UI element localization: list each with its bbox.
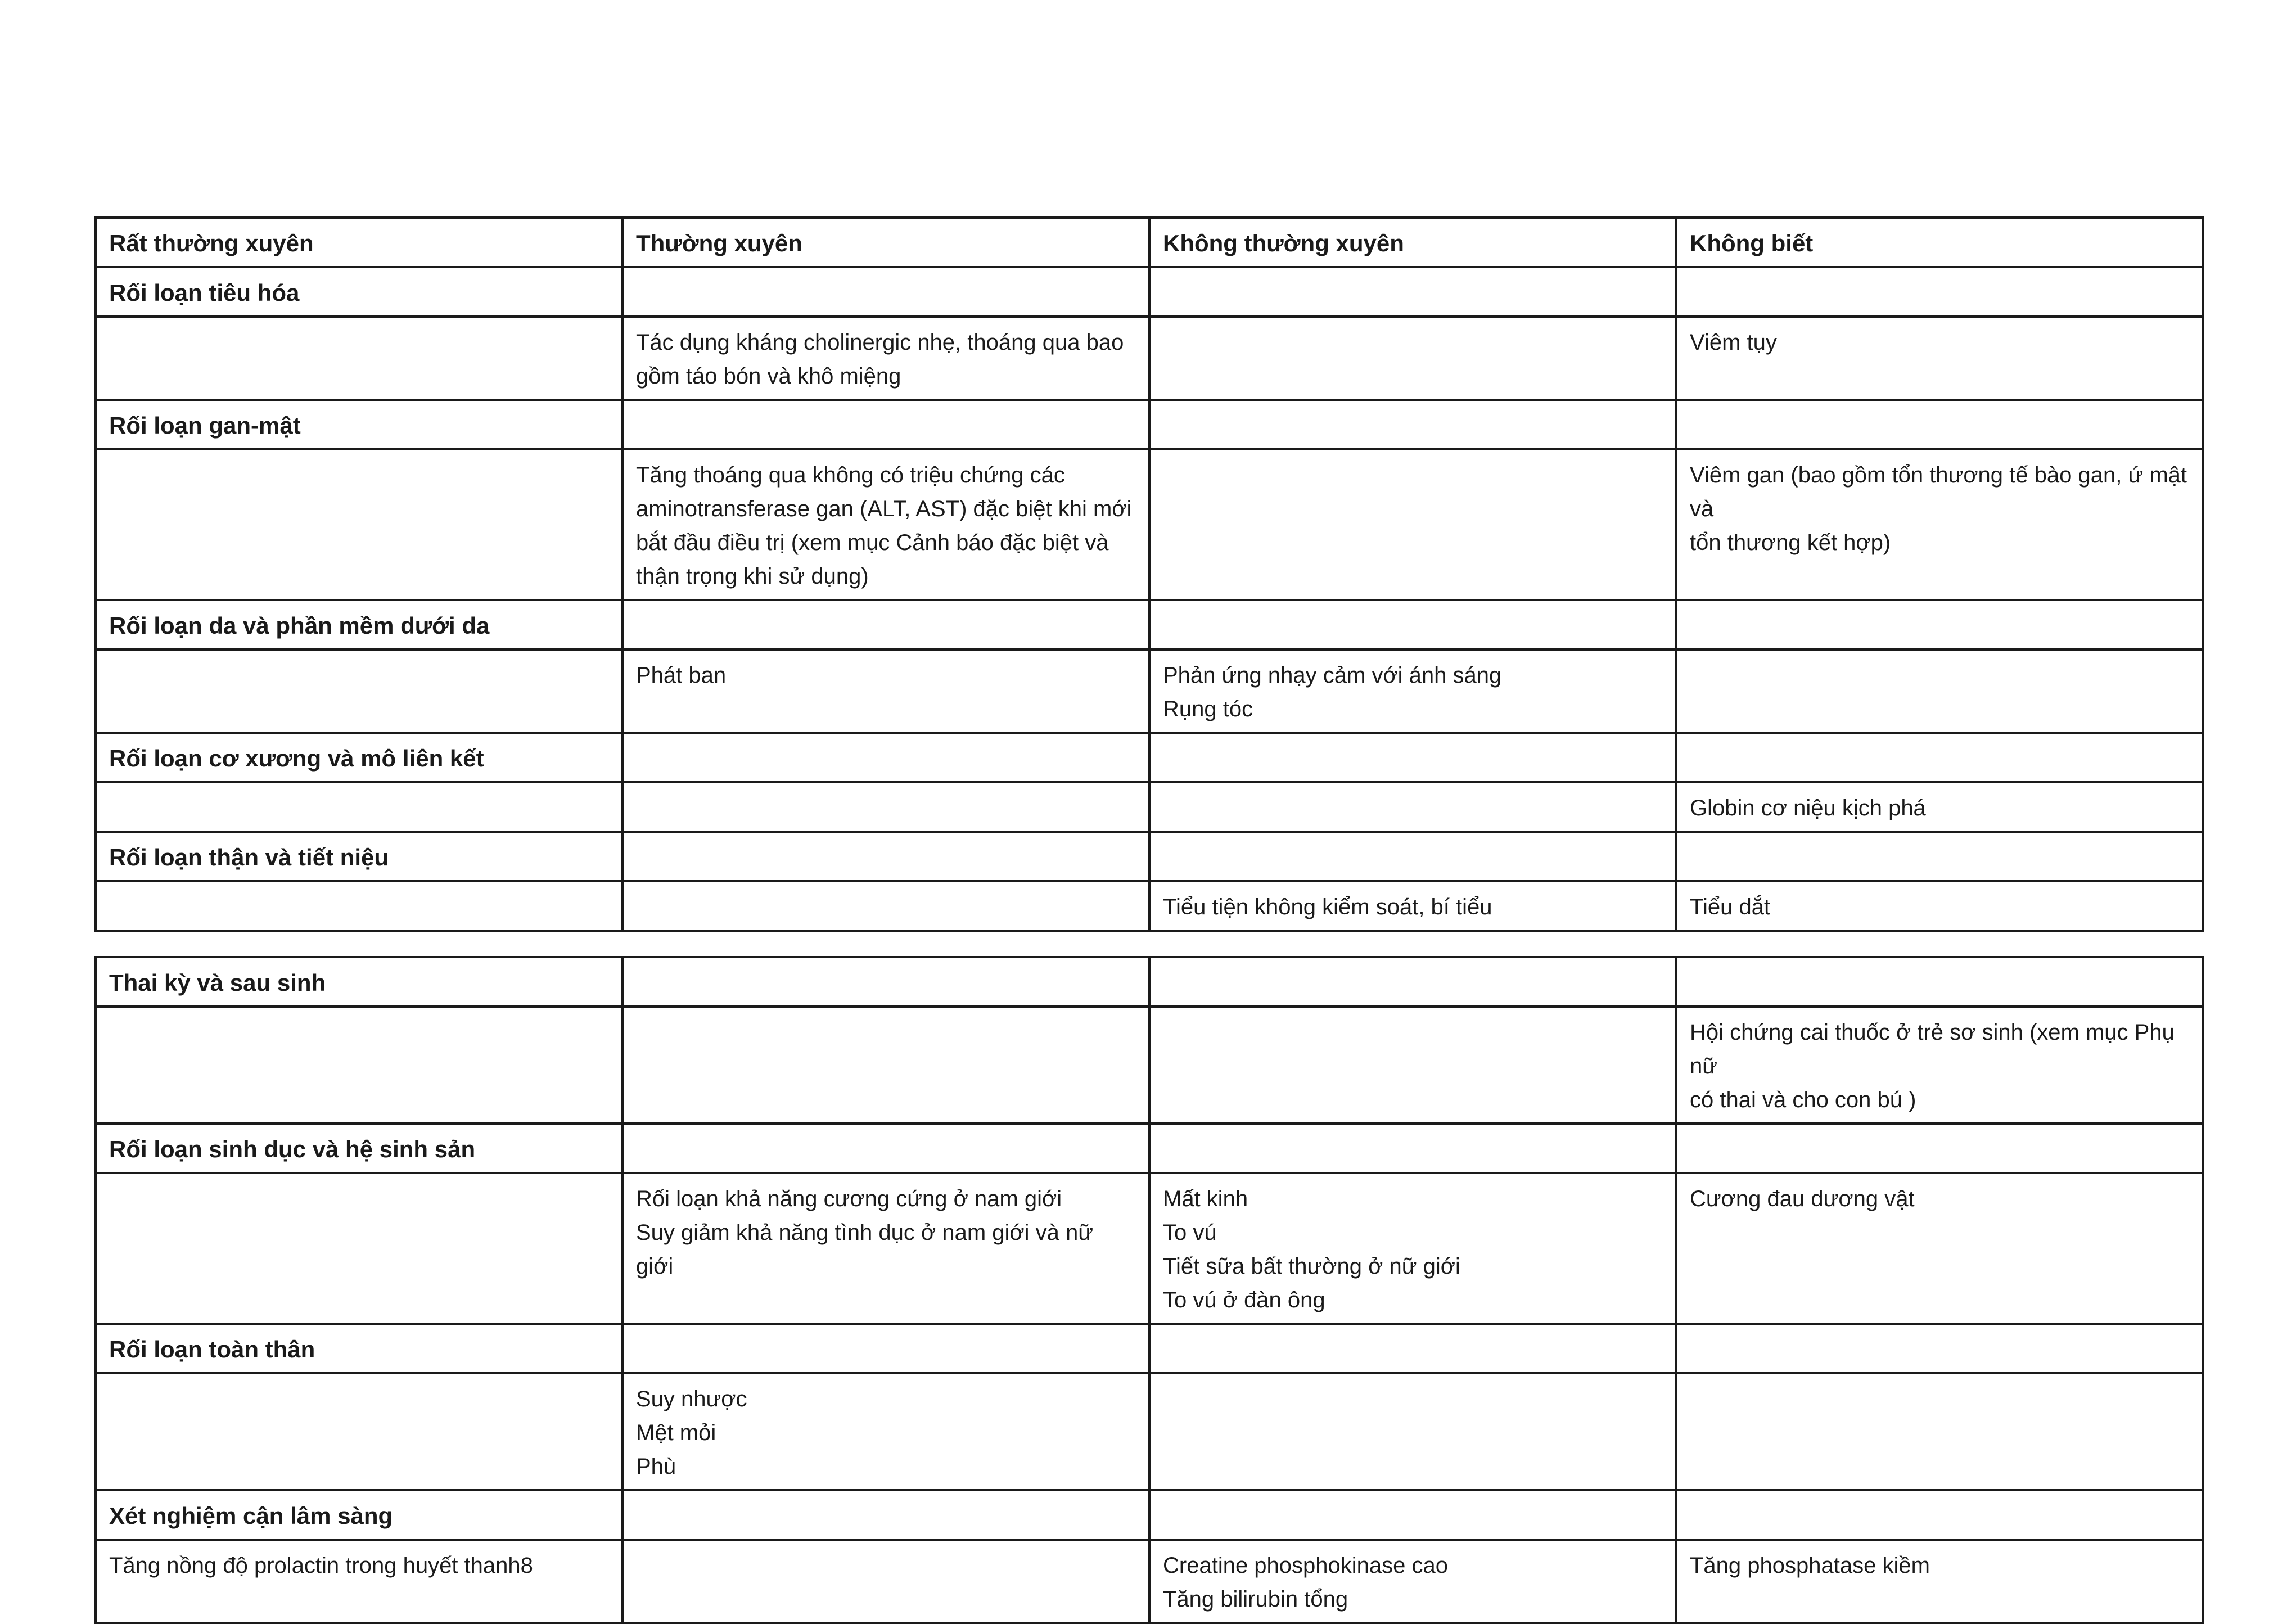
table-row	[96, 1373, 2203, 1490]
header-very-common: Rất thường xuyên	[96, 218, 622, 267]
header-common: Thường xuyên	[622, 218, 1149, 267]
empty-cell	[1676, 957, 2203, 1007]
cell-very-common: Tăng nồng độ prolactin trong huyết thanh8	[96, 1540, 622, 1623]
cell-very-common	[96, 449, 622, 600]
section-title: Rối loạn thận và tiết niệu	[96, 832, 622, 881]
empty-cell	[622, 600, 1149, 649]
cell-common: Suy nhược Mệt mỏi Phù	[622, 1373, 1149, 1490]
cell-common	[622, 782, 1149, 832]
empty-cell	[1149, 1324, 1676, 1373]
cell-very-common	[96, 1007, 622, 1124]
cell-uncommon	[1149, 317, 1676, 400]
cell-unknown	[1676, 649, 2203, 733]
empty-cell	[1149, 733, 1676, 782]
cell-very-common	[96, 1373, 622, 1490]
section-title: Rối loạn cơ xương và mô liên kết	[96, 733, 622, 782]
table-row	[96, 1540, 2203, 1623]
cell-very-common	[96, 1173, 622, 1324]
section-header-row	[96, 1124, 2203, 1173]
empty-cell	[622, 1490, 1149, 1540]
section-title: Rối loạn sinh dục và hệ sinh sản	[96, 1124, 622, 1173]
table-row	[96, 1173, 2203, 1324]
section-header-row	[96, 600, 2203, 649]
section-header-row	[96, 267, 2203, 317]
cell-very-common	[96, 649, 622, 733]
cell-common: Phát ban	[622, 649, 1149, 733]
empty-cell	[622, 1324, 1149, 1373]
section-title: Rối loạn da và phần mềm dưới da	[96, 600, 622, 649]
adverse-reactions-table-2	[94, 956, 2204, 1624]
cell-common	[622, 1540, 1149, 1623]
empty-cell	[1676, 600, 2203, 649]
table-row	[96, 317, 2203, 400]
table-row	[96, 881, 2203, 931]
empty-cell	[1149, 400, 1676, 449]
section-title: Xét nghiệm cận lâm sàng	[96, 1490, 622, 1540]
section-title: Rối loạn toàn thân	[96, 1324, 622, 1373]
empty-cell	[1149, 267, 1676, 317]
empty-cell	[1149, 600, 1676, 649]
empty-cell	[1149, 1124, 1676, 1173]
empty-cell	[622, 400, 1149, 449]
empty-cell	[622, 1124, 1149, 1173]
section-title: Rối loạn tiêu hóa	[96, 267, 622, 317]
table-header-row	[96, 218, 2203, 267]
cell-unknown: Viêm gan (bao gồm tổn thương tế bào gan, ứ mật và tổn thương kết hợp)	[1676, 449, 2203, 600]
empty-cell	[622, 267, 1149, 317]
cell-unknown: Viêm tụy	[1676, 317, 2203, 400]
header-unknown: Không biết	[1676, 218, 2203, 267]
empty-cell	[622, 957, 1149, 1007]
empty-cell	[1676, 1124, 2203, 1173]
cell-uncommon	[1149, 449, 1676, 600]
empty-cell	[1676, 733, 2203, 782]
table-row	[96, 649, 2203, 733]
cell-common	[622, 1007, 1149, 1124]
empty-cell	[1676, 1324, 2203, 1373]
cell-unknown: Hội chứng cai thuốc ở trẻ sơ sinh (xem mục Phụ nữ có thai và cho con bú )	[1676, 1007, 2203, 1124]
table-row	[96, 782, 2203, 832]
cell-common: Rối loạn khả năng cương cứng ở nam giới Suy giảm khả năng tình dục ở nam giới và nữ giới	[622, 1173, 1149, 1324]
empty-cell	[1676, 832, 2203, 881]
section-header-row	[96, 400, 2203, 449]
cell-uncommon	[1149, 1007, 1676, 1124]
empty-cell	[622, 733, 1149, 782]
adverse-reactions-table-1	[94, 216, 2204, 932]
section-header-row	[96, 1324, 2203, 1373]
cell-very-common	[96, 782, 622, 832]
table-row	[96, 449, 2203, 600]
cell-very-common	[96, 881, 622, 931]
cell-common: Tăng thoáng qua không có triệu chứng các aminotransferase gan (ALT, AST) đặc biệt khi mới bắt đầu điều trị (xem mục Cảnh báo đặc biệt và thận trọng khi sử dụng)	[622, 449, 1149, 600]
section-header-row	[96, 832, 2203, 881]
cell-uncommon: Mất kinh To vú Tiết sữa bất thường ở nữ giới To vú ở đàn ông	[1149, 1173, 1676, 1324]
cell-unknown: Cương đau dương vật	[1676, 1173, 2203, 1324]
cell-uncommon	[1149, 782, 1676, 832]
empty-cell	[622, 832, 1149, 881]
cell-common	[622, 881, 1149, 931]
cell-unknown: Tiểu dắt	[1676, 881, 2203, 931]
empty-cell	[1676, 267, 2203, 317]
section-header-row	[96, 1490, 2203, 1540]
empty-cell	[1149, 832, 1676, 881]
empty-cell	[1676, 1490, 2203, 1540]
header-uncommon: Không thường xuyên	[1149, 218, 1676, 267]
cell-uncommon: Phản ứng nhạy cảm với ánh sáng Rụng tóc	[1149, 649, 1676, 733]
cell-uncommon: Creatine phosphokinase cao Tăng bilirubin tổng	[1149, 1540, 1676, 1623]
table-row	[96, 1007, 2203, 1124]
cell-very-common	[96, 317, 622, 400]
section-header-row	[96, 957, 2203, 1007]
section-title: Thai kỳ và sau sinh	[96, 957, 622, 1007]
cell-uncommon: Tiểu tiện không kiểm soát, bí tiểu	[1149, 881, 1676, 931]
cell-common: Tác dụng kháng cholinergic nhẹ, thoáng qua bao gồm táo bón và khô miệng	[622, 317, 1149, 400]
empty-cell	[1149, 957, 1676, 1007]
cell-unknown: Globin cơ niệu kịch phá	[1676, 782, 2203, 832]
empty-cell	[1676, 400, 2203, 449]
section-header-row	[96, 733, 2203, 782]
cell-uncommon	[1149, 1373, 1676, 1490]
cell-unknown	[1676, 1373, 2203, 1490]
empty-cell	[1149, 1490, 1676, 1540]
cell-unknown: Tăng phosphatase kiềm	[1676, 1540, 2203, 1623]
section-title: Rối loạn gan-mật	[96, 400, 622, 449]
